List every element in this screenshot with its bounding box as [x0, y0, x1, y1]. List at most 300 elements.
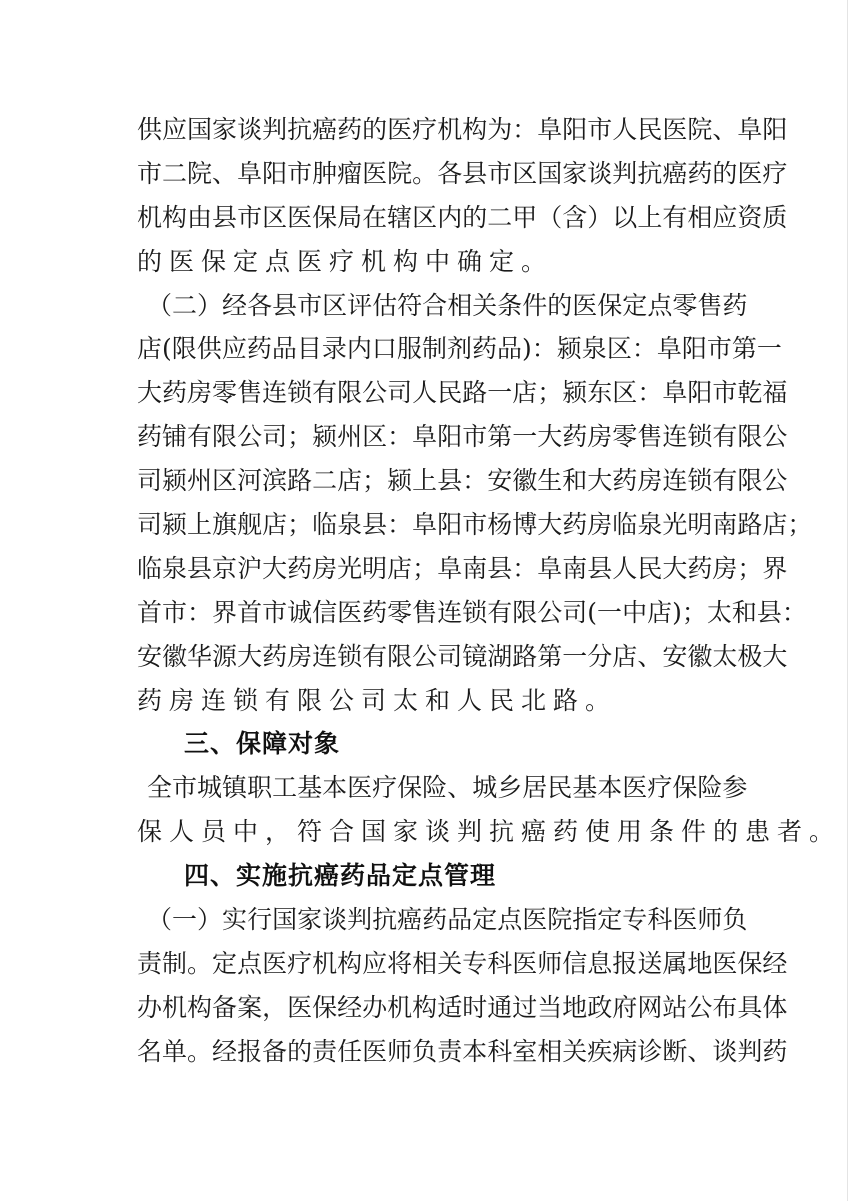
glyph: 合 [422, 290, 448, 320]
glyph: 将 [387, 948, 413, 978]
glyph: 县 [437, 466, 463, 496]
glyph: ； [537, 378, 563, 408]
glyph: 抗 [287, 115, 313, 144]
glyph: 司 [137, 466, 163, 496]
glyph: 保 [597, 290, 623, 320]
glyph: 诚 [287, 597, 313, 627]
glyph: 癌 [397, 905, 423, 935]
glyph: 阳 [687, 378, 713, 408]
glyph: 当 [537, 992, 563, 1022]
glyph: 博 [512, 510, 538, 540]
glyph: 疗 [762, 158, 788, 188]
glyph: ） [197, 290, 223, 320]
glyph: 阜 [237, 158, 263, 188]
document-page [137, 108, 842, 1074]
glyph: 一 [172, 905, 198, 935]
glyph: 售 [697, 290, 723, 320]
glyph: 抗 [637, 158, 663, 188]
glyph: 医 [337, 597, 363, 627]
glyph: 医 [622, 773, 648, 803]
glyph: 乡 [497, 773, 523, 803]
glyph: 通 [487, 992, 513, 1022]
glyph: ： [187, 597, 213, 627]
glyph: 南 [712, 510, 738, 540]
glyph: 地 [687, 948, 713, 978]
glyph: 构 [412, 992, 438, 1022]
glyph: 师 [537, 948, 563, 978]
glyph: 大 [587, 466, 613, 496]
glyph: 一 [756, 334, 782, 364]
glyph: 县 [362, 510, 388, 540]
glyph: 实 [222, 905, 248, 935]
glyph: 行 [247, 905, 273, 935]
glyph: 市 [172, 773, 198, 803]
glyph: 体 [762, 992, 788, 1022]
glyph: 光 [662, 510, 688, 540]
glyph: 属 [662, 948, 688, 978]
glyph: 以 [612, 202, 638, 232]
glyph: 备 [262, 1036, 288, 1066]
glyph: 区 [212, 466, 238, 496]
glyph: 徽 [687, 641, 713, 671]
glyph: 区 [512, 158, 538, 188]
text-line-paragraph-start [137, 898, 748, 942]
text-line [137, 152, 788, 196]
glyph: 疗 [287, 948, 313, 978]
glyph: 有 [187, 422, 213, 452]
glyph: ： [637, 378, 663, 408]
glyph: 服 [396, 334, 422, 364]
glyph: 口 [371, 334, 397, 364]
glyph: 县 [212, 202, 238, 232]
glyph: 阳 [262, 158, 288, 188]
glyph: 司 [562, 597, 588, 627]
glyph: 阳 [437, 422, 463, 452]
glyph: 公 [237, 422, 263, 452]
glyph: 市 [712, 378, 738, 408]
glyph: 阜 [737, 115, 763, 144]
glyph: 售 [237, 378, 263, 408]
glyph: 二 [312, 466, 338, 496]
glyph: （ [537, 202, 563, 232]
glyph: 甲 [512, 202, 538, 232]
glyph: 保 [737, 948, 763, 978]
glyph: 阜 [412, 510, 438, 540]
glyph: 房 [587, 510, 613, 540]
glyph: 区 [362, 422, 388, 452]
glyph: 市 [297, 290, 323, 320]
glyph: ： [462, 466, 488, 496]
glyph: 判 [262, 115, 288, 144]
glyph: 疾 [587, 1036, 613, 1066]
glyph: 连 [437, 597, 463, 627]
glyph: 司 [262, 422, 288, 452]
text-line [137, 371, 788, 415]
glyph: 癌 [662, 158, 688, 188]
glyph: 颍 [162, 466, 188, 496]
glyph: 阳 [762, 115, 788, 144]
glyph: 医 [362, 1036, 388, 1066]
glyph: 房 [287, 641, 313, 671]
glyph: 站 [662, 992, 688, 1022]
glyph: 录 [321, 334, 347, 364]
glyph: 信 [312, 597, 338, 627]
glyph: 适 [437, 992, 463, 1022]
glyph: 上 [412, 466, 438, 496]
glyph: 颍 [162, 510, 188, 540]
glyph: 大 [262, 553, 288, 583]
glyph: 乾 [737, 378, 763, 408]
glyph: 相 [447, 290, 473, 320]
glyph: 机 [387, 992, 413, 1022]
glyph: ( [587, 597, 598, 627]
glyph: 点 [237, 948, 263, 978]
text-line [137, 327, 782, 371]
glyph: 经 [762, 948, 788, 978]
glyph: 经 [222, 290, 248, 320]
glyph: 保 [312, 202, 338, 232]
glyph: 限 [512, 597, 538, 627]
glyph: 城 [472, 773, 498, 803]
glyph: 县 [187, 553, 213, 583]
glyph: ； [412, 553, 438, 583]
text-line-paragraph-end: 药房连锁有限公司太和人民北路。 [137, 685, 618, 715]
glyph: 一 [562, 641, 588, 671]
glyph: 谈 [587, 158, 613, 188]
glyph: 医 [387, 115, 413, 144]
glyph: 州 [187, 466, 213, 496]
glyph: 病 [612, 1036, 638, 1066]
glyph: ； [737, 553, 763, 583]
glyph: 疗 [647, 773, 673, 803]
glyph: 职 [247, 773, 273, 803]
glyph: 店 [387, 553, 413, 583]
glyph: 本 [462, 1036, 488, 1066]
glyph: 质 [762, 202, 788, 232]
glyph: 限 [171, 334, 197, 364]
glyph: 首 [137, 597, 163, 627]
glyph: 区 [412, 202, 438, 232]
glyph: 应 [221, 334, 247, 364]
glyph: 构 [162, 202, 188, 232]
glyph: 医 [572, 290, 598, 320]
glyph: 人 [612, 553, 638, 583]
glyph: 。 [187, 948, 213, 978]
glyph: 有 [362, 641, 388, 671]
glyph: 河 [237, 466, 263, 496]
glyph: 、 [447, 773, 473, 803]
glyph: 网 [637, 992, 663, 1022]
glyph: 机 [312, 948, 338, 978]
glyph: 内 [437, 202, 463, 232]
glyph: 市 [262, 597, 288, 627]
glyph: 铺 [162, 422, 188, 452]
glyph: 条 [497, 290, 523, 320]
glyph: 司 [387, 378, 413, 408]
glyph: 安 [137, 641, 163, 671]
glyph: 室 [512, 1036, 538, 1066]
glyph: 阳 [562, 115, 588, 144]
glyph: 南 [562, 553, 588, 583]
glyph: ： [531, 334, 557, 364]
glyph: ； [287, 510, 313, 540]
glyph: 为 [487, 115, 513, 144]
glyph: 构 [187, 992, 213, 1022]
glyph: 本 [322, 773, 348, 803]
glyph: 上 [637, 202, 663, 232]
glyph: 参 [722, 773, 748, 803]
glyph: 阜 [537, 553, 563, 583]
glyph: 阜 [412, 422, 438, 452]
glyph: 和 [562, 466, 588, 496]
text-line [137, 196, 788, 240]
text-line [137, 1030, 788, 1074]
glyph: 医 [522, 905, 548, 935]
glyph: 医 [672, 905, 698, 935]
glyph: 店 [647, 597, 673, 627]
glyph: 大 [762, 641, 788, 671]
glyph: 构 [337, 948, 363, 978]
glyph: 有 [487, 597, 513, 627]
glyph: 辖 [387, 202, 413, 232]
glyph: 国 [272, 905, 298, 935]
glyph: 徽 [512, 466, 538, 496]
text-line-paragraph-end: 的医保定点医疗机构中确定。 [137, 246, 554, 276]
text-line [137, 108, 788, 152]
glyph: 市 [237, 202, 263, 232]
glyph: 办 [362, 992, 388, 1022]
glyph: 相 [687, 202, 713, 232]
glyph: 公 [537, 597, 563, 627]
glyph: 房 [637, 466, 663, 496]
glyph: 一 [487, 378, 513, 408]
glyph: 连 [262, 378, 288, 408]
glyph: 国 [187, 115, 213, 144]
text-line-paragraph-start [137, 766, 748, 810]
glyph: （ [147, 905, 173, 935]
glyph: 在 [362, 202, 388, 232]
glyph: 经 [212, 1036, 238, 1066]
glyph: 含 [562, 202, 588, 232]
glyph: ； [287, 422, 313, 452]
glyph: 店 [612, 641, 638, 671]
glyph: 零 [612, 422, 638, 452]
text-line [137, 459, 788, 503]
glyph: 药 [362, 597, 388, 627]
glyph: 信 [562, 948, 588, 978]
glyph: 南 [462, 553, 488, 583]
glyph: 泉 [337, 510, 363, 540]
glyph: 太 [706, 597, 732, 627]
glyph: 科 [487, 948, 513, 978]
glyph: 的 [547, 290, 573, 320]
glyph: 市 [487, 158, 513, 188]
glyph: 机 [437, 115, 463, 144]
glyph: 谈 [322, 905, 348, 935]
glyph: 保 [397, 773, 423, 803]
glyph: 司 [437, 641, 463, 671]
glyph: 极 [737, 641, 763, 671]
glyph: 分 [587, 641, 613, 671]
glyph: 限 [212, 422, 238, 452]
glyph: 本 [597, 773, 623, 803]
glyph: 名 [137, 1036, 163, 1066]
glyph: 构 [462, 115, 488, 144]
glyph: 徽 [162, 641, 188, 671]
glyph: 险 [422, 773, 448, 803]
glyph: 售 [637, 422, 663, 452]
glyph: 锁 [287, 378, 313, 408]
glyph: 、 [712, 115, 738, 144]
glyph: 明 [362, 553, 388, 583]
glyph: 药 [687, 553, 713, 583]
glyph: 局 [337, 202, 363, 232]
glyph: 过 [512, 992, 538, 1022]
glyph: ； [681, 597, 707, 627]
glyph: 药 [562, 422, 588, 452]
glyph: 湖 [487, 641, 513, 671]
glyph: 基 [572, 773, 598, 803]
glyph: 路 [512, 641, 538, 671]
glyph: 件 [522, 290, 548, 320]
glyph: 时 [462, 992, 488, 1022]
glyph: 的 [712, 158, 738, 188]
glyph: 药 [687, 158, 713, 188]
glyph: 安 [487, 466, 513, 496]
glyph: 一 [512, 422, 538, 452]
glyph: 上 [187, 510, 213, 540]
glyph: ， [262, 992, 288, 1022]
glyph: 抗 [372, 905, 398, 935]
glyph: 民 [637, 553, 663, 583]
glyph: 瘤 [337, 158, 363, 188]
glyph: 零 [212, 378, 238, 408]
glyph: 药 [337, 115, 363, 144]
glyph: 制 [421, 334, 447, 364]
glyph: 谈 [237, 115, 263, 144]
glyph: 民 [437, 378, 463, 408]
glyph: 符 [397, 290, 423, 320]
glyph: 国 [537, 158, 563, 188]
glyph: 点 [647, 290, 673, 320]
text-line-paragraph-end: 保人员中，符合国家谈判抗癌药使用条件的患者。 [137, 817, 842, 847]
glyph: 太 [712, 641, 738, 671]
glyph: 阜 [656, 334, 682, 364]
glyph: 案 [237, 992, 263, 1022]
glyph: 一 [597, 597, 623, 627]
glyph: 的 [462, 202, 488, 232]
glyph: 估 [372, 290, 398, 320]
glyph: 司 [137, 510, 163, 540]
glyph: 机 [137, 202, 163, 232]
glyph: 医 [347, 773, 373, 803]
glyph: 。 [187, 1036, 213, 1066]
glyph: 连 [662, 422, 688, 452]
glyph: 任 [337, 1036, 363, 1066]
glyph: ； [362, 466, 388, 496]
glyph: 零 [387, 597, 413, 627]
glyph: 专 [622, 905, 648, 935]
glyph: 备 [212, 992, 238, 1022]
glyph: 市 [462, 422, 488, 452]
glyph: 二 [162, 158, 188, 188]
glyph: 目 [296, 334, 322, 364]
glyph: 各 [437, 158, 463, 188]
glyph: 锁 [462, 597, 488, 627]
glyph: 、 [637, 641, 663, 671]
glyph: 临 [137, 553, 163, 583]
glyph: 县 [587, 553, 613, 583]
glyph: 零 [672, 290, 698, 320]
glyph: ； [787, 510, 813, 540]
glyph: 售 [412, 597, 438, 627]
glyph: 锁 [687, 466, 713, 496]
glyph: 第 [487, 422, 513, 452]
glyph: 险 [697, 773, 723, 803]
glyph: 临 [312, 510, 338, 540]
glyph: 东 [587, 378, 613, 408]
glyph: 全 [147, 773, 173, 803]
glyph: 首 [237, 597, 263, 627]
glyph: 判 [347, 905, 373, 935]
glyph: 经 [337, 992, 363, 1022]
glyph: 负 [412, 1036, 438, 1066]
glyph: 城 [197, 773, 223, 803]
glyph: 相 [412, 948, 438, 978]
glyph: 应 [712, 202, 738, 232]
glyph: 第 [537, 641, 563, 671]
glyph: 泉 [581, 334, 607, 364]
glyph: 县 [272, 290, 298, 320]
glyph: 州 [337, 422, 363, 452]
glyph: 、 [212, 158, 238, 188]
glyph: 医 [362, 158, 388, 188]
glyph: 关 [562, 1036, 588, 1066]
glyph: 生 [537, 466, 563, 496]
glyph: 判 [612, 158, 638, 188]
glyph: 定 [622, 290, 648, 320]
glyph: 县 [462, 158, 488, 188]
glyph: 滨 [262, 466, 288, 496]
glyph: 院 [387, 158, 413, 188]
glyph: 店 [762, 510, 788, 540]
glyph: 关 [472, 290, 498, 320]
glyph: 基 [297, 773, 323, 803]
glyph: 阳 [681, 334, 707, 364]
glyph: 科 [487, 1036, 513, 1066]
glyph: 限 [337, 378, 363, 408]
glyph: 店 [337, 466, 363, 496]
glyph: ： [631, 334, 657, 364]
glyph: 有 [662, 202, 688, 232]
glyph: 疗 [412, 115, 438, 144]
glyph: 颍 [562, 378, 588, 408]
glyph: 。 [412, 158, 438, 188]
glyph: 肿 [312, 158, 338, 188]
glyph: 源 [212, 641, 238, 671]
glyph: ) [522, 334, 532, 364]
glyph: 杨 [487, 510, 513, 540]
glyph: 报 [612, 948, 638, 978]
text-line [137, 591, 807, 635]
glyph: 大 [137, 378, 163, 408]
glyph: 判 [737, 1036, 763, 1066]
glyph: 舰 [237, 510, 263, 540]
text-line [137, 942, 788, 986]
glyph: 师 [387, 1036, 413, 1066]
glyph: 剂 [446, 334, 472, 364]
glyph: 公 [762, 422, 788, 452]
